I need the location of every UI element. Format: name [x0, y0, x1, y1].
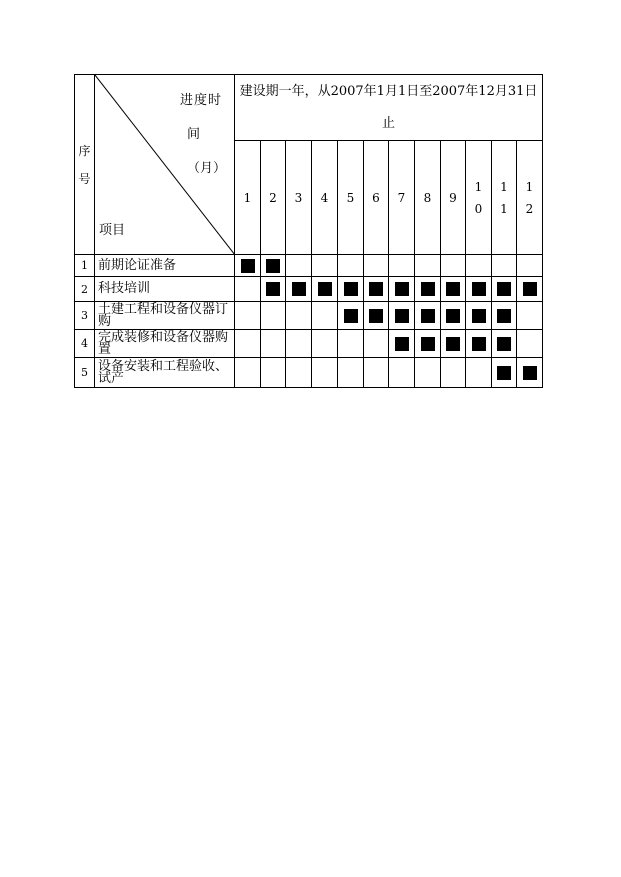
- schedule-cell-month-7: [389, 358, 415, 388]
- schedule-cell-month-8: [415, 255, 441, 277]
- construction-period-header: 建设期一年，从2007年1月1日至2007年12月31日止: [235, 75, 543, 141]
- schedule-cell-month-6: [364, 358, 389, 388]
- month-digit: 1: [500, 201, 508, 216]
- active-month-marker: [497, 337, 511, 351]
- schedule-cell-month-4: [312, 358, 338, 388]
- schedule-cell-month-12: [517, 358, 543, 388]
- month-header-11: [492, 141, 517, 255]
- month-digit: 2: [269, 190, 277, 205]
- schedule-cell-month-5: [338, 255, 364, 277]
- active-month-marker: [395, 337, 409, 351]
- active-month-marker: [266, 259, 280, 273]
- schedule-cell-month-9: [441, 255, 466, 277]
- active-month-marker: [523, 366, 537, 380]
- active-month-marker: [497, 282, 511, 296]
- active-month-marker: [266, 282, 280, 296]
- schedule-cell-month-3: [286, 302, 312, 330]
- month-digit: 0: [474, 201, 483, 216]
- row-number: 2: [75, 277, 95, 302]
- month-header-7: [389, 141, 415, 255]
- schedule-cell-month-7: [389, 330, 415, 358]
- month-header-6: [364, 141, 389, 255]
- schedule-cell-month-1: [235, 330, 261, 358]
- schedule-cell-month-10: [466, 255, 492, 277]
- schedule-cell-month-4: [312, 255, 338, 277]
- active-month-marker: [446, 309, 460, 323]
- schedule-cell-month-6: [364, 277, 389, 302]
- month-header-9: [441, 141, 466, 255]
- schedule-cell-month-10: [466, 302, 492, 330]
- active-month-marker: [472, 309, 486, 323]
- schedule-cell-month-2: [261, 330, 286, 358]
- schedule-cell-month-6: [364, 330, 389, 358]
- active-month-marker: [421, 309, 435, 323]
- month-header-12: [517, 141, 543, 255]
- schedule-cell-month-11: [492, 330, 517, 358]
- row-number: 4: [75, 330, 95, 358]
- schedule-cell-month-3: [286, 255, 312, 277]
- schedule-cell-month-1: [235, 277, 261, 302]
- schedule-cell-month-3: [286, 330, 312, 358]
- month-digit: 4: [320, 190, 329, 205]
- month-header-8: [415, 141, 441, 255]
- month-digit: 1: [243, 190, 252, 205]
- time-label: 间: [186, 127, 200, 142]
- sequence-header-char: 号: [78, 171, 91, 186]
- month-digit: 5: [346, 190, 355, 205]
- month-header-4: [312, 141, 338, 255]
- schedule-cell-month-10: [466, 330, 492, 358]
- schedule-cell-month-7: [389, 255, 415, 277]
- table-row: [75, 330, 543, 358]
- active-month-marker: [369, 309, 383, 323]
- schedule-cell-month-9: [441, 277, 466, 302]
- active-month-marker: [446, 337, 460, 351]
- schedule-cell-month-8: [415, 277, 441, 302]
- schedule-cell-month-8: [415, 330, 441, 358]
- schedule-cell-month-1: [235, 302, 261, 330]
- schedule-cell-month-5: [338, 330, 364, 358]
- schedule-cell-month-4: [312, 302, 338, 330]
- schedule-cell-month-9: [441, 330, 466, 358]
- table-row: [75, 302, 543, 330]
- item-label: 项目: [99, 223, 126, 238]
- schedule-cell-month-9: [441, 302, 466, 330]
- schedule-cell-month-11: [492, 255, 517, 277]
- month-digit: 3: [294, 190, 303, 205]
- schedule-cell-month-2: [261, 277, 286, 302]
- month-digit: 1: [474, 179, 483, 194]
- month-header-2: [261, 141, 286, 255]
- month-digit: 7: [397, 190, 406, 205]
- month-header-5: [338, 141, 364, 255]
- schedule-cell-month-10: [466, 358, 492, 388]
- schedule-cell-month-4: [312, 330, 338, 358]
- table-row: [75, 358, 543, 388]
- progress-time-label: 进度时: [179, 93, 222, 108]
- active-month-marker: [369, 282, 383, 296]
- schedule-cell-month-2: [261, 302, 286, 330]
- row-item-name: 完成装修和设备仪器购置: [95, 330, 235, 358]
- active-month-marker: [446, 282, 460, 296]
- schedule-cell-month-5: [338, 277, 364, 302]
- row-item-name: 前期论证准备: [95, 255, 235, 277]
- schedule-cell-month-5: [338, 358, 364, 388]
- schedule-cell-month-3: [286, 358, 312, 388]
- schedule-cell-month-2: [261, 358, 286, 388]
- row-number: 1: [75, 255, 95, 277]
- schedule-cell-month-1: [235, 358, 261, 388]
- month-digit: 9: [449, 190, 457, 205]
- schedule-cell-month-1: [235, 255, 261, 277]
- schedule-cell-month-11: [492, 358, 517, 388]
- schedule-cell-month-11: [492, 302, 517, 330]
- active-month-marker: [472, 282, 486, 296]
- project-header-diagonal: [95, 75, 235, 255]
- month-header-3: [286, 141, 312, 255]
- row-item-name: 设备安装和工程验收、试产: [95, 358, 235, 388]
- schedule-cell-month-9: [441, 358, 466, 388]
- schedule-cell-month-12: [517, 302, 543, 330]
- schedule-cell-month-12: [517, 255, 543, 277]
- schedule-cell-month-12: [517, 277, 543, 302]
- table-row: [75, 277, 543, 302]
- schedule-cell-month-11: [492, 277, 517, 302]
- active-month-marker: [395, 309, 409, 323]
- schedule-cell-month-10: [466, 277, 492, 302]
- schedule-cell-month-3: [286, 277, 312, 302]
- active-month-marker: [421, 337, 435, 351]
- active-month-marker: [318, 282, 332, 296]
- schedule-cell-month-8: [415, 358, 441, 388]
- schedule-cell-month-2: [261, 255, 286, 277]
- schedule-cell-month-7: [389, 277, 415, 302]
- schedule-cell-month-4: [312, 277, 338, 302]
- month-digit: 8: [423, 190, 432, 205]
- row-number: 5: [75, 358, 95, 388]
- active-month-marker: [395, 282, 409, 296]
- schedule-table: [74, 74, 543, 388]
- sequence-header: [75, 75, 95, 255]
- active-month-marker: [292, 282, 306, 296]
- active-month-marker: [497, 309, 511, 323]
- schedule-cell-month-8: [415, 302, 441, 330]
- active-month-marker: [472, 337, 486, 351]
- month-digit: 1: [525, 179, 534, 194]
- month-header-1: [235, 141, 261, 255]
- active-month-marker: [523, 282, 537, 296]
- active-month-marker: [241, 259, 255, 273]
- month-digit: 2: [525, 201, 534, 216]
- month-unit-label: （月）: [186, 161, 226, 176]
- row-item-name: 土建工程和设备仪器订购: [95, 302, 235, 330]
- schedule-cell-month-7: [389, 302, 415, 330]
- schedule-cell-month-6: [364, 302, 389, 330]
- table-row: [75, 255, 543, 277]
- schedule-cell-month-6: [364, 255, 389, 277]
- month-digit: 1: [500, 179, 508, 194]
- active-month-marker: [497, 366, 511, 380]
- month-header-10: [466, 141, 492, 255]
- active-month-marker: [344, 282, 358, 296]
- month-digit: 6: [372, 190, 380, 205]
- sequence-header-char: 序: [78, 143, 91, 158]
- active-month-marker: [421, 282, 435, 296]
- row-item-name: 科技培训: [95, 277, 235, 302]
- schedule-cell-month-5: [338, 302, 364, 330]
- active-month-marker: [344, 309, 358, 323]
- row-number: 3: [75, 302, 95, 330]
- schedule-cell-month-12: [517, 330, 543, 358]
